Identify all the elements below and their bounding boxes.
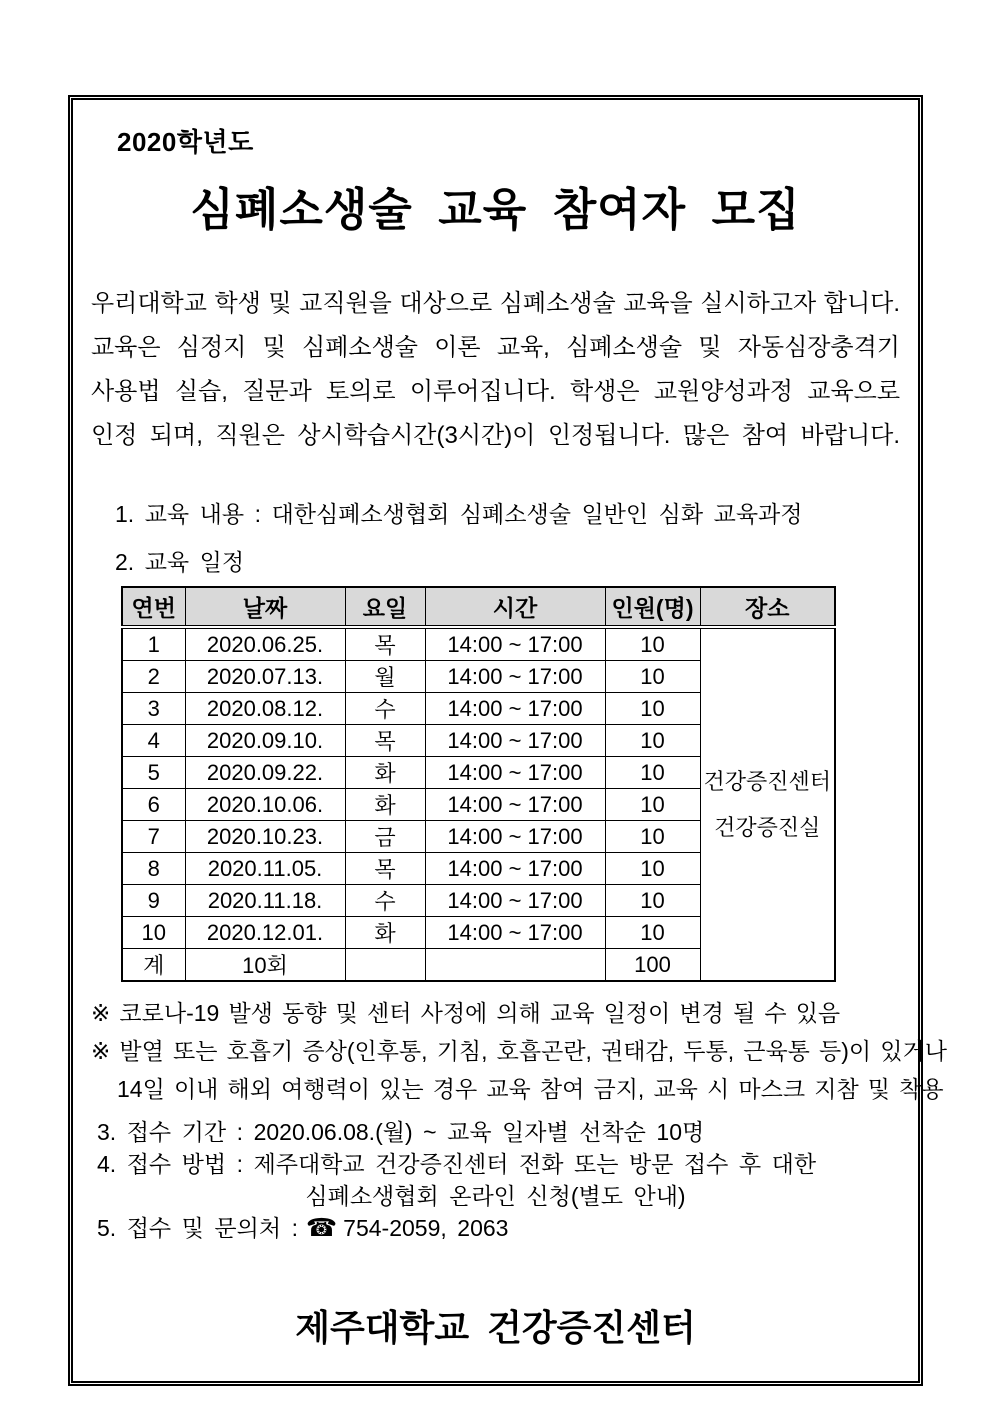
table-row <box>122 627 835 661</box>
schedule-table <box>121 586 836 982</box>
intro-line: 사용법 실습, 질문과 토의로 이루어집니다. 학생은 교원양성과정 교육으로 <box>91 378 900 405</box>
cell-day: 목 <box>345 853 425 885</box>
list-item-education-content: 1. 교육 내용 : 대한심폐소생협회 심폐소생술 일반인 심화 교육과정 <box>115 501 803 527</box>
phone-icon: ☎ <box>306 1214 338 1242</box>
cell-no: 9 <box>122 885 185 917</box>
contact-label: 5. 접수 및 문의처 : <box>97 1215 299 1241</box>
cell-time: 14:00 ~ 17:00 <box>425 725 605 757</box>
lower-items-block <box>91 1116 900 1244</box>
intro-paragraph <box>91 282 900 458</box>
cell-no: 5 <box>122 757 185 789</box>
header-cell-no: 연번 <box>122 587 185 627</box>
cell-day: 화 <box>345 757 425 789</box>
cell-time: 14:00 ~ 17:00 <box>425 661 605 693</box>
header-cell-count: 인원(명) <box>605 587 700 627</box>
cell-no: 4 <box>122 725 185 757</box>
cell-date: 2020.07.13. <box>185 661 345 693</box>
list-item-education-schedule: 2. 교육 일정 <box>115 549 245 575</box>
note-symptoms-line2: 14일 이내 해외 여행력이 있는 경우 교육 참여 금지, 교육 시 마스크 지참 및 착용 <box>117 1076 944 1102</box>
cell-time: 14:00 ~ 17:00 <box>425 789 605 821</box>
list-item-contact <box>97 1212 900 1244</box>
note-symptoms-line1: ※ 발열 또는 호흡기 증상(인후통, 기침, 호흡곤란, 권태감, 두통, 근육통 등)이 있거나 <box>91 1038 947 1064</box>
total-count: 100 <box>605 949 700 982</box>
cell-date: 2020.10.23. <box>185 821 345 853</box>
intro-line: 우리대학교 학생 및 교직원을 대상으로 심폐소생술 교육을 실시하고자 합니다. <box>91 290 900 317</box>
header-cell-day: 요일 <box>345 587 425 627</box>
cell-date: 2020.11.18. <box>185 885 345 917</box>
cell-count: 10 <box>605 757 700 789</box>
cell-count: 10 <box>605 627 700 661</box>
empty-cell <box>345 949 425 982</box>
cell-no: 3 <box>122 693 185 725</box>
cell-count: 10 <box>605 821 700 853</box>
cell-no: 8 <box>122 853 185 885</box>
cell-time: 14:00 ~ 17:00 <box>425 757 605 789</box>
cell-time: 14:00 ~ 17:00 <box>425 885 605 917</box>
cell-date: 2020.09.22. <box>185 757 345 789</box>
cell-day: 금 <box>345 821 425 853</box>
cell-no: 7 <box>122 821 185 853</box>
cell-day: 수 <box>345 693 425 725</box>
cell-no: 1 <box>122 627 185 661</box>
notice-sheet <box>68 95 947 1386</box>
cell-time: 14:00 ~ 17:00 <box>425 853 605 885</box>
cell-date: 2020.06.25. <box>185 627 345 661</box>
cell-time: 14:00 ~ 17:00 <box>425 693 605 725</box>
intro-line: 인정 되며, 직원은 상시학습시간(3시간)이 인정됩니다. 많은 참여 바랍니다. <box>91 422 900 449</box>
school-year-label: 2020학년도 <box>117 127 254 157</box>
contact-numbers: 754-2059, 2063 <box>343 1215 509 1241</box>
table-header-row <box>122 587 835 627</box>
list-item-registration-period: 3. 접수 기간 : 2020.06.08.(월) ~ 교육 일자별 선착순 10명 <box>97 1119 705 1145</box>
cell-day: 수 <box>345 885 425 917</box>
total-sessions: 10회 <box>185 949 345 982</box>
cell-count: 10 <box>605 853 700 885</box>
intro-line: 교육은 심정지 및 심폐소생술 이론 교육, 심폐소생술 및 자동심장충격기 <box>91 334 900 361</box>
cell-date: 2020.09.10. <box>185 725 345 757</box>
cell-day: 화 <box>345 789 425 821</box>
cell-count: 10 <box>605 917 700 949</box>
page-title: 심폐소생술 교육 참여자 모집 <box>190 184 801 235</box>
cell-date: 2020.08.12. <box>185 693 345 725</box>
cell-no: 6 <box>122 789 185 821</box>
header-cell-time: 시간 <box>425 587 605 627</box>
location-line: 건강증진실 <box>714 814 821 840</box>
header-cell-location: 장소 <box>700 587 835 627</box>
cell-no: 2 <box>122 661 185 693</box>
cell-day: 월 <box>345 661 425 693</box>
empty-cell <box>425 949 605 982</box>
cell-day: 화 <box>345 917 425 949</box>
cell-date: 2020.10.06. <box>185 789 345 821</box>
notes-block <box>91 994 947 1108</box>
cell-time: 14:00 ~ 17:00 <box>425 627 605 661</box>
header-cell-date: 날짜 <box>185 587 345 627</box>
cell-day: 목 <box>345 725 425 757</box>
note-covid-schedule: ※ 코로나-19 발생 동향 및 센터 사정에 의해 교육 일정이 변경 될 수 있음 <box>91 1000 841 1026</box>
total-label: 계 <box>122 949 185 982</box>
cell-location-merged <box>700 627 835 981</box>
cell-count: 10 <box>605 789 700 821</box>
cell-count: 10 <box>605 661 700 693</box>
list-item-registration-method-cont: 심폐소생협회 온라인 신청(별도 안내) <box>305 1183 686 1209</box>
cell-day: 목 <box>345 627 425 661</box>
cell-time: 14:00 ~ 17:00 <box>425 821 605 853</box>
cell-count: 10 <box>605 725 700 757</box>
cell-no: 10 <box>122 917 185 949</box>
cell-date: 2020.12.01. <box>185 917 345 949</box>
footer-org-name: 제주대학교 건강증진센터 <box>295 1307 696 1348</box>
cell-count: 10 <box>605 693 700 725</box>
location-line: 건강증진센터 <box>703 768 831 794</box>
list-item-registration-method: 4. 접수 방법 : 제주대학교 건강증진센터 전화 또는 방문 접수 후 대한 <box>97 1151 817 1177</box>
cell-date: 2020.11.05. <box>185 853 345 885</box>
cell-count: 10 <box>605 885 700 917</box>
cell-time: 14:00 ~ 17:00 <box>425 917 605 949</box>
